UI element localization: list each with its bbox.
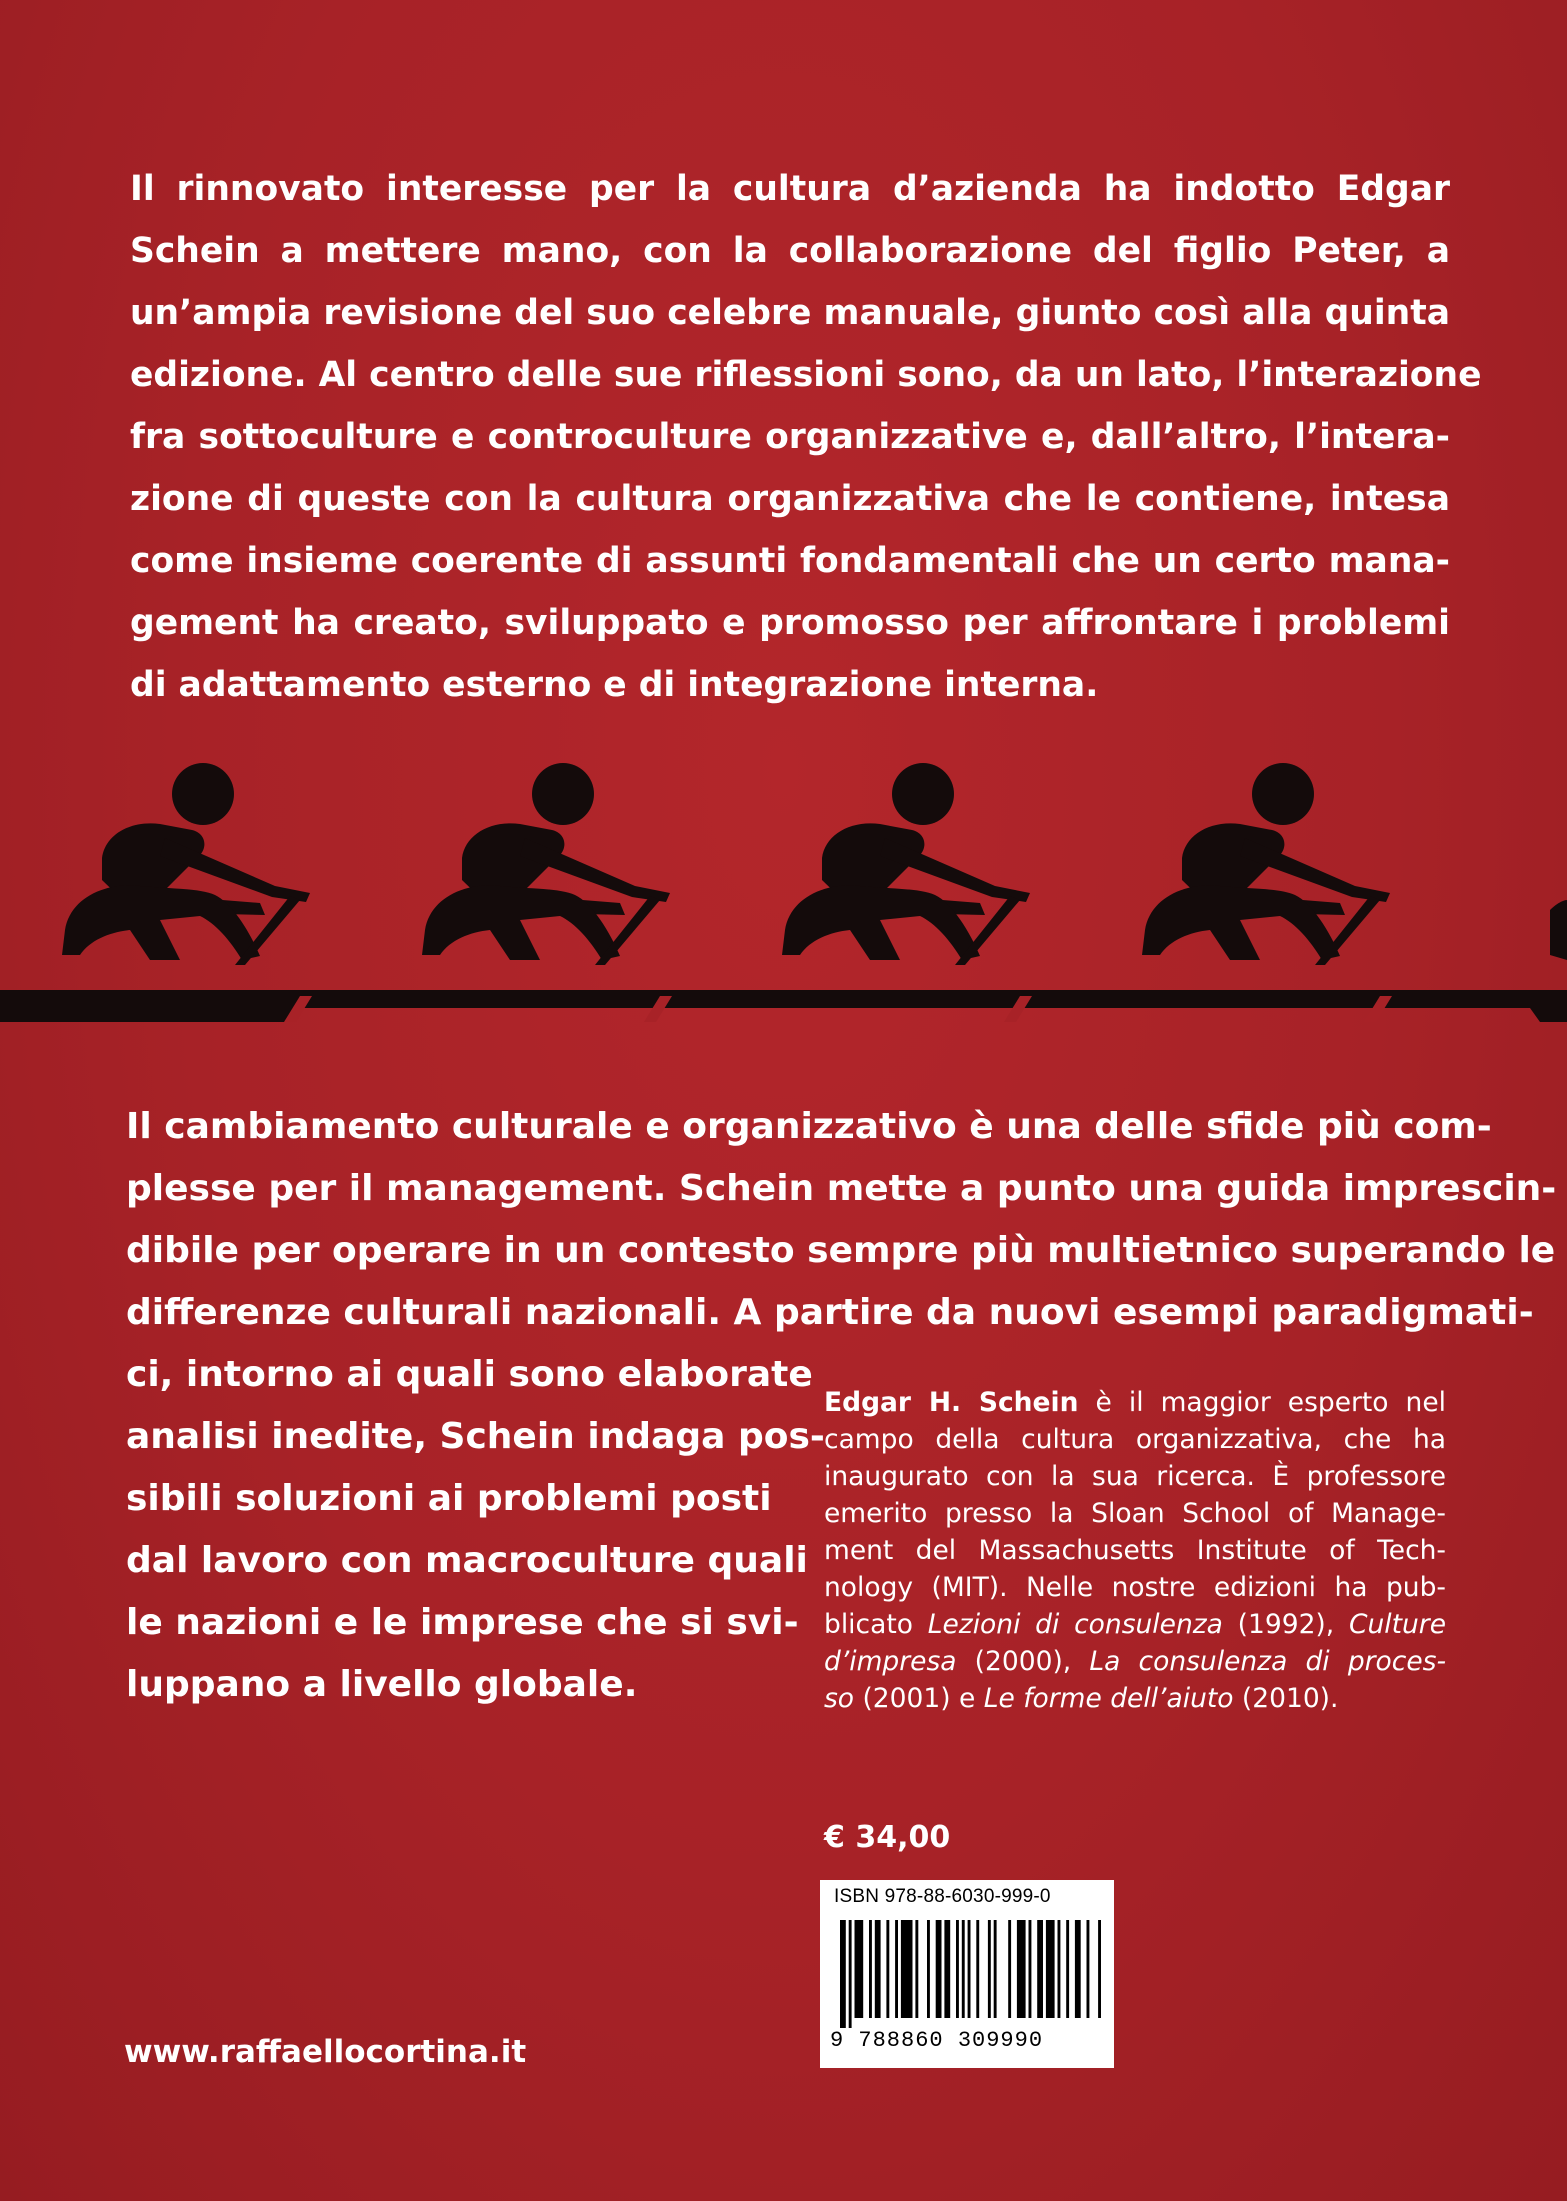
- barcode-bar: [1075, 1920, 1081, 2018]
- barcode-bar: [901, 1920, 913, 2018]
- intro-paragraph: [130, 158, 1482, 716]
- bio-line: Edgar H. Schein è il maggior esperto nel: [824, 1387, 1446, 1418]
- barcode-bar: [1008, 1920, 1011, 2018]
- intro-line: gement ha creato, sviluppato e promosso per affrontare i problemi: [130, 603, 1450, 643]
- barcode-bar: [994, 1920, 997, 2018]
- bio-line: emerito presso la Sloan School of Manage-: [824, 1498, 1446, 1529]
- book-title: Le forme dell’aiuto: [983, 1683, 1234, 1714]
- bio-line: so (2001) e Le forme dell’aiuto (2010).: [824, 1683, 1339, 1714]
- intro-line: zione di queste con la cultura organizzativa che le contiene, intesa: [130, 479, 1450, 519]
- barcode-bar: [869, 1920, 872, 2018]
- body-line: sibili soluzioni ai problemi posti: [126, 1478, 772, 1519]
- barcode-icon: [832, 1920, 1102, 2028]
- barcode-bar: [956, 1920, 959, 2018]
- bio-line: campo della cultura organizzativa, che ha: [824, 1424, 1446, 1455]
- bio-line: ment del Massachusetts Institute of Tech-: [824, 1535, 1446, 1566]
- barcode-bar: [1098, 1920, 1101, 2018]
- barcode-bar: [944, 1920, 950, 2018]
- price-label: € 34,00: [824, 1820, 951, 1855]
- barcode-bar: [1029, 1920, 1032, 2018]
- barcode-bar: [1017, 1920, 1026, 2018]
- barcode-bar: [1046, 1920, 1055, 2018]
- isbn-label: ISBN 978-88-6030-999-0: [834, 1886, 1051, 1907]
- body-line: analisi inedite, Schein indaga pos-: [126, 1416, 825, 1457]
- isbn-barcode: [820, 1880, 1114, 2068]
- intro-line: fra sottoculture e controculture organizzative e, dall’altro, l’intera-: [130, 417, 1450, 457]
- body-line: dibile per operare in un contesto sempre più multietnico superando le: [126, 1230, 1556, 1271]
- intro-line: come insieme coerente di assunti fondamentali che un certo mana-: [130, 541, 1450, 581]
- intro-line: edizione. Al centro delle sue riflessioni sono, da un lato, l’interazione: [130, 355, 1482, 395]
- barcode-bar: [849, 1920, 852, 2028]
- author-name: Edgar H. Schein: [824, 1387, 1079, 1418]
- book-title: La consulenza di proces-: [1089, 1646, 1447, 1677]
- intro-line: un’ampia revisione del suo celebre manuale, giunto così alla quinta: [130, 293, 1450, 333]
- barcode-bar: [895, 1920, 898, 2018]
- barcode-bar: [988, 1920, 991, 2018]
- publisher-website: www.raffaellocortina.it: [124, 2034, 527, 2070]
- body-line: le nazioni e le imprese che si svi-: [126, 1602, 799, 1643]
- barcode-bar: [927, 1920, 930, 2018]
- intro-line: Il rinnovato interesse per la cultura d’azienda ha indotto Edgar: [130, 169, 1450, 209]
- barcode-bar: [1058, 1920, 1061, 2018]
- bio-line: d’impresa (2000), La consulenza di proces-: [824, 1646, 1447, 1677]
- book-title: Culture: [1348, 1609, 1446, 1640]
- book-title: d’impresa: [824, 1646, 957, 1677]
- book-title: so: [824, 1683, 855, 1714]
- bio-line: inaugurato con la sua ricerca. È professore: [824, 1461, 1446, 1492]
- rowing-crew-icon: [0, 760, 1567, 1050]
- intro-line: di adattamento esterno e di integrazione interna.: [130, 665, 1099, 705]
- body-line: luppano a livello globale.: [126, 1664, 638, 1705]
- intro-line: Schein a mettere mano, con la collaborazione del figlio Peter, a: [130, 231, 1450, 271]
- barcode-bar: [1087, 1920, 1090, 2018]
- barcode-bar: [968, 1920, 971, 2018]
- barcode-bar: [976, 1920, 979, 2018]
- body-line: plesse per il management. Schein mette a punto una guida imprescin-: [126, 1168, 1557, 1209]
- barcode-bar: [962, 1920, 965, 2018]
- body-paragraph-left: [126, 1344, 825, 1716]
- body-line: dal lavoro con macroculture quali: [126, 1540, 808, 1581]
- book-title: Lezioni di consulenza: [927, 1609, 1223, 1640]
- barcode-bar: [1037, 1920, 1043, 2018]
- body-line: Il cambiamento culturale e organizzativo è una delle sfide più com-: [126, 1106, 1492, 1147]
- barcode-bar: [875, 1920, 881, 2018]
- barcode-bar: [915, 1920, 918, 2018]
- barcode-digits: 9 788860 309990: [830, 2028, 1044, 2053]
- barcode-bar: [840, 1920, 846, 2028]
- bio-line: nology (MIT). Nelle nostre edizioni ha pub-: [824, 1572, 1446, 1603]
- barcode-bar: [855, 1920, 864, 2018]
- bio-line: blicato Lezioni di consulenza (1992), Culture: [824, 1609, 1446, 1640]
- barcode-bar: [886, 1920, 889, 2018]
- body-line: ci, intorno ai quali sono elaborate: [126, 1354, 813, 1395]
- barcode-bar: [936, 1920, 942, 2018]
- barcode-bar: [1066, 1920, 1069, 2018]
- author-bio: [824, 1384, 1446, 1717]
- body-paragraph-full: [126, 1096, 1557, 1344]
- body-line: differenze culturali nazionali. A partire da nuovi esempi paradigmati-: [126, 1292, 1534, 1333]
